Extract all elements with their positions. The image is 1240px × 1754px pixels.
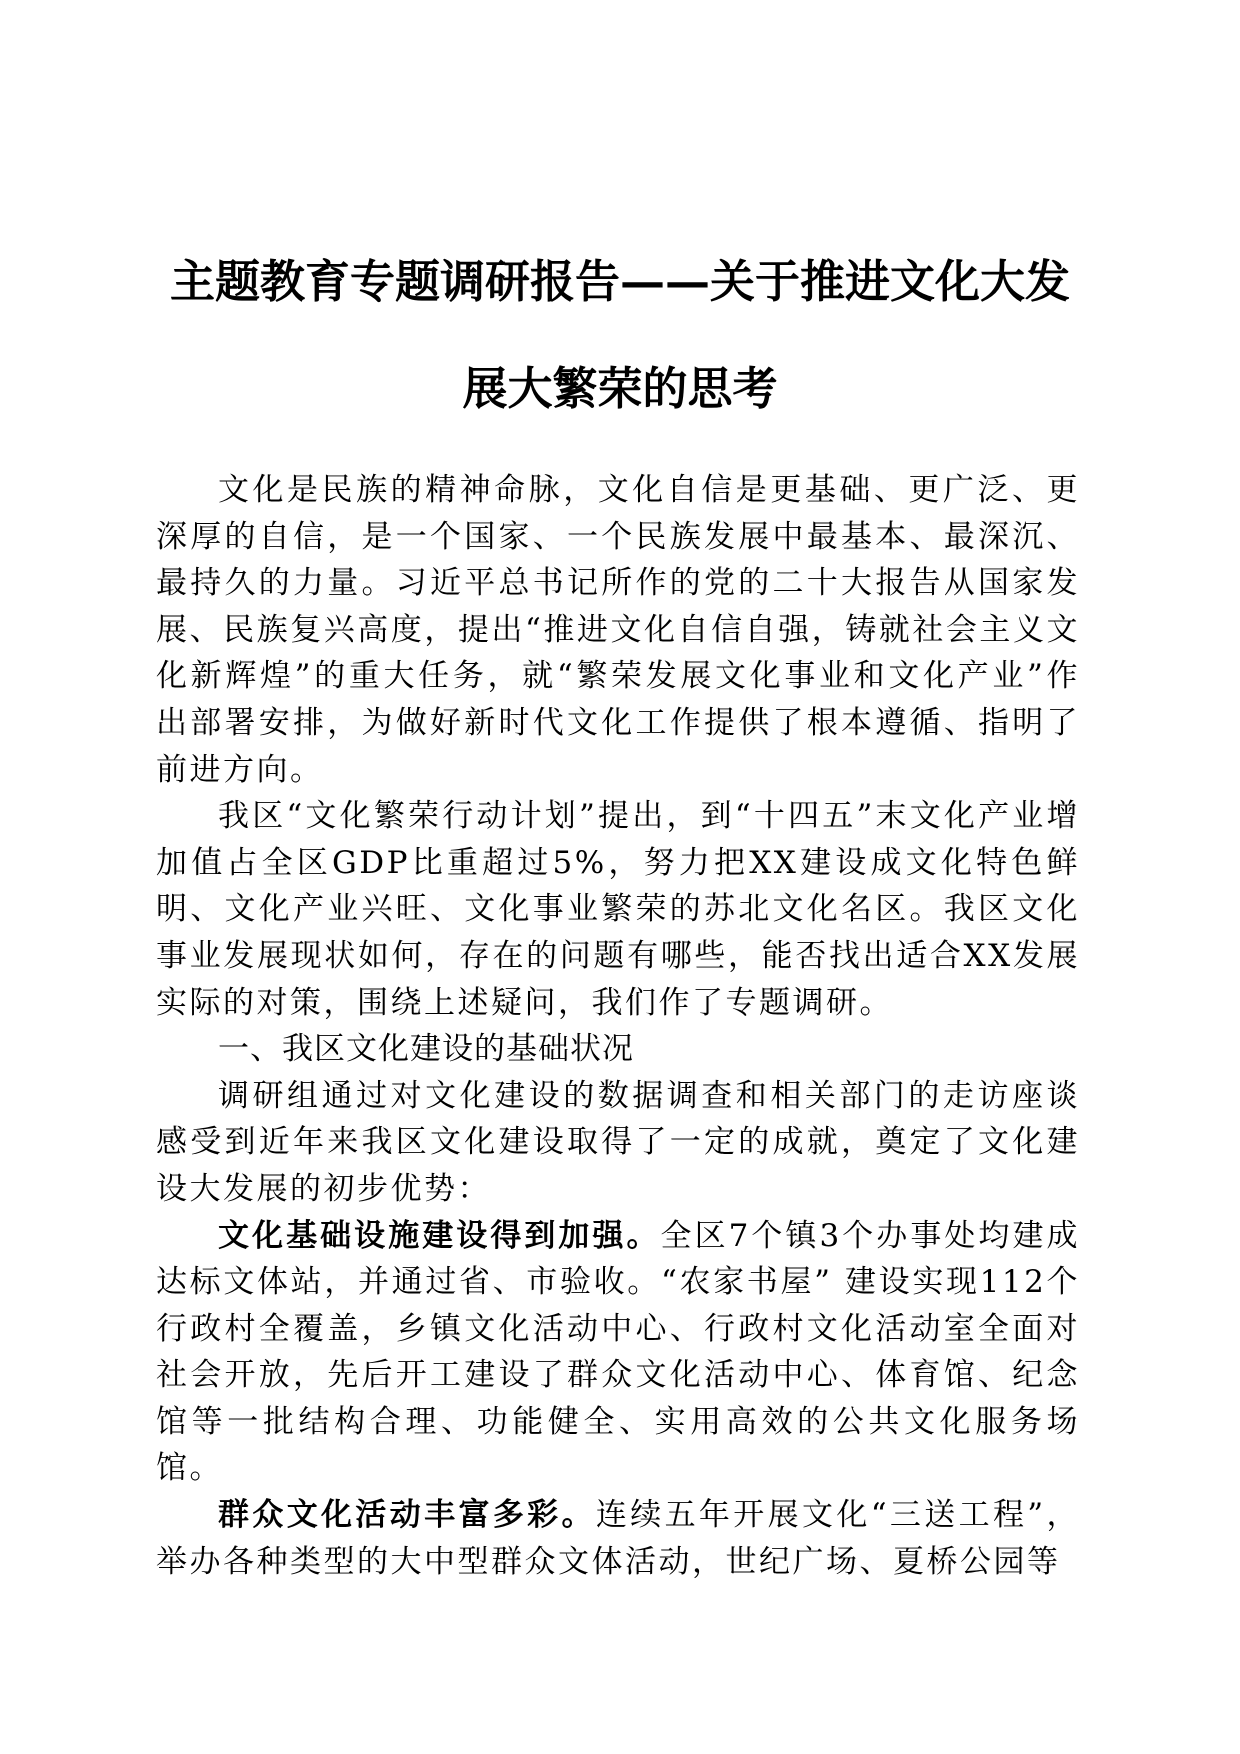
- intro-paragraph-2: [156, 793, 1080, 1026]
- section-paragraph-3: [156, 1492, 1080, 1585]
- paragraph-text: 文化是民族的精神命脉，文化自信是更基础、更广泛、更深厚的自信，是一个国家、一个民族发展中最基本、最深沉、最持久的力量。习近平总书记所作的党的二十大报告从国家发展、民族复兴高度，提出“推进文化自信自强，铸就社会主义文化新辉煌”的重大任务，就“繁荣发展文化事业和文化产业”作出部署安排，为做好新时代文化工作提供了根本遵循、指明了前进方向。: [156, 472, 1080, 788]
- title-line-2: 展大繁荣的思考: [462, 362, 778, 415]
- paragraph-lead: 群众文化活动丰富多彩。: [218, 1497, 596, 1534]
- paragraph-text: 全区7个镇3个办事处均建成达标文体站，并通过省、市验收。“农家书屋” 建设实现112个行政村全覆盖，乡镇文化活动中心、行政村文化活动室全面对社会开放，先后开工建设了群众文化活动中心、体育馆、纪念馆等一批结构合理、功能健全、实用高效的公共文化服务场馆。: [156, 1217, 1080, 1487]
- section-heading: 一、我区文化建设的基础状况: [218, 1031, 634, 1068]
- document-body: [156, 467, 1080, 1585]
- paragraph-lead: 文化基础设施建设得到加强。: [218, 1217, 661, 1254]
- title-line-1: 主题教育专题调研报告——关于推进文化大发: [169, 255, 1070, 308]
- paragraph-text: 我区“文化繁荣行动计划”提出，到“十四五”末文化产业增加值占全区GDP比重超过5%，努力把XX建设成文化特色鲜明、文化产业兴旺、文化事业繁荣的苏北文化名区。我区文化事业发展现状如何，存在的问题有哪些，能否找出适合XX发展实际的对策，围绕上述疑问，我们作了专题调研。: [156, 798, 1080, 1021]
- section-paragraph-2: [156, 1213, 1080, 1493]
- section-paragraph-1: [156, 1073, 1080, 1213]
- paragraph-text: 调研组通过对文化建设的数据调查和相关部门的走访座谈感受到近年来我区文化建设取得了一定的成就，奠定了文化建设大发展的初步优势：: [156, 1077, 1080, 1207]
- intro-paragraph-1: [156, 467, 1080, 793]
- document-title: [150, 228, 1090, 442]
- paragraph-text: 连续五年开展文化“三送工程”，举办各种类型的大中型群众文体活动，世纪广场、夏桥公园等: [156, 1497, 1080, 1580]
